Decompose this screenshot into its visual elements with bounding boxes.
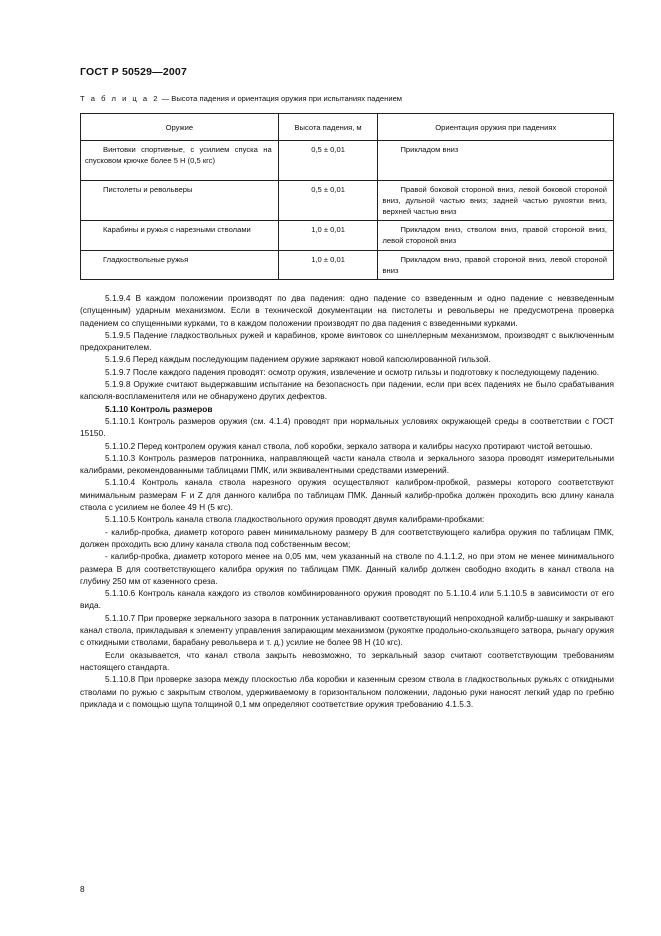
table-cell-weapon: Винтовки спортивные, с усилием спуска на спусковом крючке более 5 Н (0,5 кгс) xyxy=(81,141,279,181)
table-row xyxy=(81,181,614,221)
table-header-row xyxy=(81,114,614,141)
table-row xyxy=(81,141,614,181)
table-cell-weapon: Карабины и ружья с нарезными стволами xyxy=(81,221,279,251)
column-header-orientation: Ориентация оружия при падениях xyxy=(378,114,614,141)
paragraph-5-1-10-2: 5.1.10.2 Перед контролем оружия канал ствола, лоб коробки, зеркало затвора и калибры насухо протирают чистой ветошью. xyxy=(105,440,593,451)
paragraph-5-1-10-7: 5.1.10.7 При проверке зеркального зазора в патронник устанавливают соответствующий непроходной калибр-шашку и закрывают канал ствола, прикладывая к элементу управления запирающим механизмом (рукоятке продольно-скользящего затвора, рычагу оружия с откидными стволами, барабану револьвера и т. д.) усилие не более 98 Н (10 кгс). xyxy=(80,612,614,648)
drop-test-table xyxy=(80,113,614,280)
column-header-drop-height: Высота падения, м xyxy=(278,114,378,141)
column-header-weapon: Оружие xyxy=(81,114,279,141)
list-item: - калибр-пробка, диаметр которого равен минимальному размеру B для соответствующего калибра оружия по таблицам ПМК, должен проходить всю длину канала ствола под собственным весом; xyxy=(80,526,614,549)
paragraph-5-1-9-6: 5.1.9.6 Перед каждым последующим падением оружие заряжают новой капсюлированной гильзой. xyxy=(105,354,491,365)
paragraph-5-1-10-4: 5.1.10.4 Контроль канала ствола нарезного оружия осуществляют калибром-пробкой, размеры которого соответствуют минимальным размерам F и Z для данного калибра по таблицам ПМК. Данный калибр-пробка должен проходить всю длину канала ствола с усилием не более 49 Н (5 кгс). xyxy=(80,477,614,513)
paragraph-5-1-10-3: 5.1.10.3 Контроль размеров патронника, направляющей части канала ствола и зеркального зазора проводят измерительными калибрами, рекомендованными таблицами ПМК, или эквивалентными средствами измерений. xyxy=(80,452,614,476)
page-number: 8 xyxy=(80,884,85,894)
section-heading-5-1-10: 5.1.10 Контроль размеров xyxy=(105,403,213,414)
document-body xyxy=(80,292,614,710)
table-cell-orientation: Прикладом вниз, стволом вниз, правой стороной вниз, левой стороной вниз xyxy=(378,221,614,251)
table-cell-weapon: Пистолеты и револьверы xyxy=(81,181,279,221)
table-cell-orientation: Правой боковой стороной вниз, левой боковой стороной вниз, дульной частью вниз; задней частью рукоятки вниз, верхней частью вниз xyxy=(378,181,614,221)
table-cell-height: 0,5 ± 0,01 xyxy=(278,181,378,221)
table-caption-label: Т а б л и ц а 2 xyxy=(80,94,160,103)
paragraph-5-1-10-5: 5.1.10.5 Контроль канала ствола гладкоствольного оружия проводят двумя калибрами-пробками: xyxy=(105,514,485,525)
table-cell-weapon: Гладкоствольные ружья xyxy=(81,251,279,280)
paragraph-5-1-10-6: 5.1.10.6 Контроль канала каждого из стволов комбинированного оружия проводят по 5.1.10.4 или 5.1.10.5 в зависимости от его вида. xyxy=(80,588,614,611)
document-header: ГОСТ Р 50529—2007 xyxy=(80,66,188,78)
paragraph-5-1-10-1: 5.1.10.1 Контроль размеров оружия (см. 4.1.4) проводят при нормальных условиях окружающей среды в соответствии с ГОСТ 15150. xyxy=(80,415,614,439)
table-cell-orientation: Прикладом вниз xyxy=(378,141,614,181)
table-caption-title: — Высота падения и ориентация оружия при испытаниях падением xyxy=(159,94,403,103)
table-cell-height: 1,0 ± 0,01 xyxy=(278,251,378,280)
paragraph-5-1-9-7: 5.1.9.7 После каждого падения проводят: осмотр оружия, извлечение и осмотр гильзы и подготовку к последующему падению. xyxy=(105,366,600,377)
table-row xyxy=(81,251,614,280)
paragraph-5-1-9-8: 5.1.9.8 Оружие считают выдержавшим испытание на безопасность при падении, если при всех падениях не было срабатывания капсюля-воспламенителя или не обнаружено других дефектов. xyxy=(80,379,614,402)
table-row xyxy=(81,221,614,251)
paragraph-mirror-gap-note: Если оказывается, что канал ствола закрыть невозможно, то зеркальный зазор считают соответствующим требованиям настоящего стандарта. xyxy=(80,649,614,672)
table-cell-height: 1,0 ± 0,01 xyxy=(278,221,378,251)
paragraph-5-1-10-8: 5.1.10.8 При проверке зазора между плоскостью лба коробки и казенным срезом ствола в гладкоствольных ружьях с откидными стволами по ружью с закрытым стволом, удерживаемому в горизонтальном положении, ладонью руки наносят легкий удар по гребню приклада и с помощью щупа толщиной 0,1 мм определяют соответствие оружия требованию 4.1.5.3. xyxy=(80,674,614,709)
list-item: - калибр-пробка, диаметр которого менее на 0,05 мм, чем указанный на стволе по 4.1.1.2, но при этом не менее минимального размера B для соответствующего калибра оружия по таблицам ПМК. Данный калибр должен свободно входить в канал ствола на глубину 250 мм от казенного среза. xyxy=(80,551,614,586)
table-cell-height: 0,5 ± 0,01 xyxy=(278,141,378,181)
table-caption xyxy=(80,94,402,103)
paragraph-5-1-9-4: 5.1.9.4 В каждом положении производят по два падения: одно падение со взведенным и одно падение с невзведенным (спущенным) ударным механизмом. Если в технической документации на пистолеты и револьверы не предусмотрена проверка падением со спущенными курками, то в каждом положении производят по два падения с взведенными курками. xyxy=(80,293,614,328)
paragraph-5-1-9-5: 5.1.9.5 Падение гладкоствольных ружей и карабинов, кроме винтовок со шнеллерным механизмом, производят с выключенным предохранителем. xyxy=(80,329,614,353)
table-cell-orientation: Прикладом вниз, правой стороной вниз, левой стороной вниз xyxy=(378,251,614,280)
